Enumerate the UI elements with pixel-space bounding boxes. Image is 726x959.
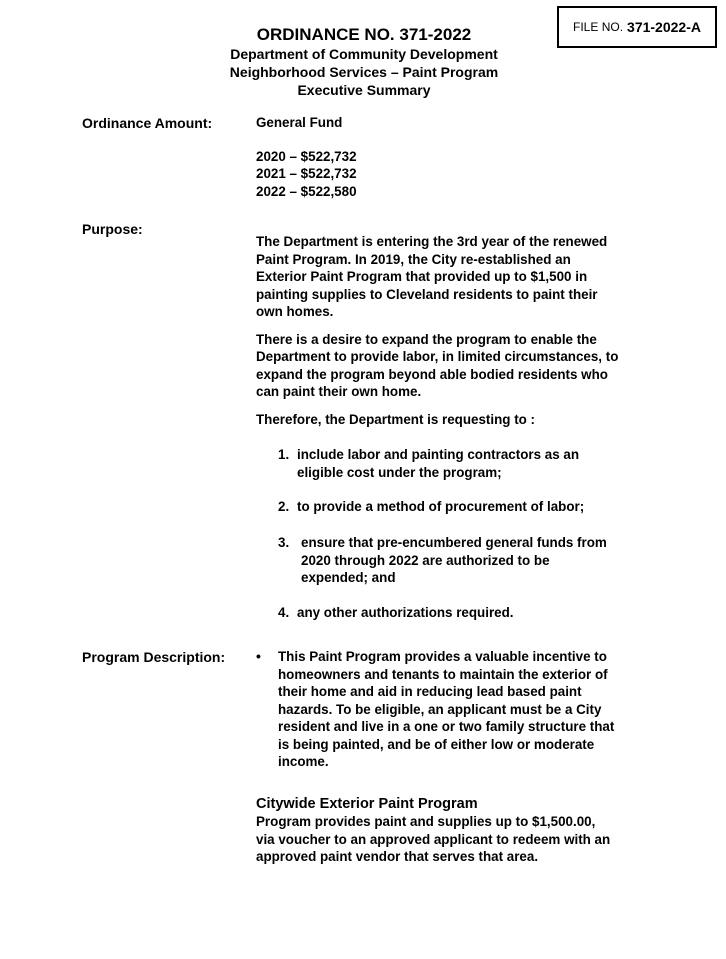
text-line: their home and aid in reducing lead based paint	[278, 684, 582, 699]
item-number: 1.	[278, 447, 290, 462]
text-line: Department to provide labor, in limited circumstances, to	[256, 349, 619, 364]
text-line: any other authorizations required.	[297, 605, 514, 620]
amount-year: 2020 – $522,732	[256, 148, 357, 164]
text-line: to provide a method of procurement of labor;	[297, 499, 585, 514]
fund-name: General Fund	[256, 115, 343, 130]
text-line: Paint Program. In 2019, the City re-established an	[256, 251, 571, 267]
citywide-program-heading: Citywide Exterior Paint Program	[256, 796, 478, 812]
text-line: include labor and painting contractors as an	[297, 447, 579, 462]
text-line: expand the program beyond able bodied residents who	[256, 366, 608, 382]
text-line: can paint their own home.	[256, 384, 422, 399]
ordinance-amount-label: Ordinance Amount:	[82, 115, 213, 131]
text-line: hazards. To be eligible, an applicant must be a City	[278, 701, 602, 717]
purpose-section	[256, 233, 636, 428]
text-line: income.	[278, 754, 329, 769]
file-number-box	[557, 6, 717, 48]
text-line: eligible cost under the program;	[297, 464, 502, 480]
text-line: ensure that pre-encumbered general funds from	[301, 535, 607, 550]
text-line: resident and live in a one or two family structure that	[278, 719, 615, 734]
item-number: 2.	[278, 499, 290, 514]
ordinance-title: ORDINANCE NO. 371-2022	[256, 25, 472, 44]
ordinance-amount-section	[256, 114, 636, 200]
document-header	[155, 25, 573, 99]
text-line: Exterior Paint Program that provided up to $1,500 in	[256, 269, 588, 284]
amount-year: 2021 – $522,732	[256, 166, 357, 181]
purpose-label: Purpose:	[82, 221, 143, 237]
program-description-label: Program Description:	[82, 649, 226, 665]
bullet-icon: •	[256, 648, 261, 664]
purpose-paragraph-2	[256, 331, 636, 401]
request-intro: Therefore, the Department is requesting to :	[256, 411, 536, 427]
text-line: The Department is entering the 3rd year of the renewed	[256, 234, 608, 249]
amount-year: 2022 – $522,580	[256, 183, 357, 199]
text-line: approved paint vendor that serves that area.	[256, 849, 539, 864]
program-name: Neighborhood Services – Paint Program	[229, 64, 499, 80]
text-line: This Paint Program provides a valuable incentive to	[278, 649, 607, 664]
text-line: is being painted, and be of either low or moderate	[278, 736, 595, 752]
text-line: own homes.	[256, 304, 334, 319]
citywide-program-section	[256, 795, 636, 866]
file-number-value: 371-2022-A	[627, 19, 701, 35]
text-line: expended; and	[301, 570, 396, 585]
file-number-label: FILE NO.	[573, 20, 624, 34]
purpose-paragraph-1	[256, 233, 636, 321]
text-line: homeowners and tenants to maintain the exterior of	[278, 666, 608, 682]
text-line: There is a desire to expand the program to enable the	[256, 331, 597, 347]
item-number: 3.	[278, 535, 290, 550]
text-line: via voucher to an approved applicant to redeem with an	[256, 831, 611, 847]
text-line: painting supplies to Cleveland residents to paint their	[256, 286, 598, 302]
request-list	[278, 446, 638, 626]
department-name: Department of Community Development	[230, 46, 498, 62]
text-line: 2020 through 2022 are authorized to be	[301, 552, 550, 568]
text-line: Program provides paint and supplies up to $1,500.00,	[256, 814, 596, 829]
summary-title: Executive Summary	[297, 82, 431, 98]
item-number: 4.	[278, 605, 290, 620]
program-description-text	[278, 648, 638, 771]
